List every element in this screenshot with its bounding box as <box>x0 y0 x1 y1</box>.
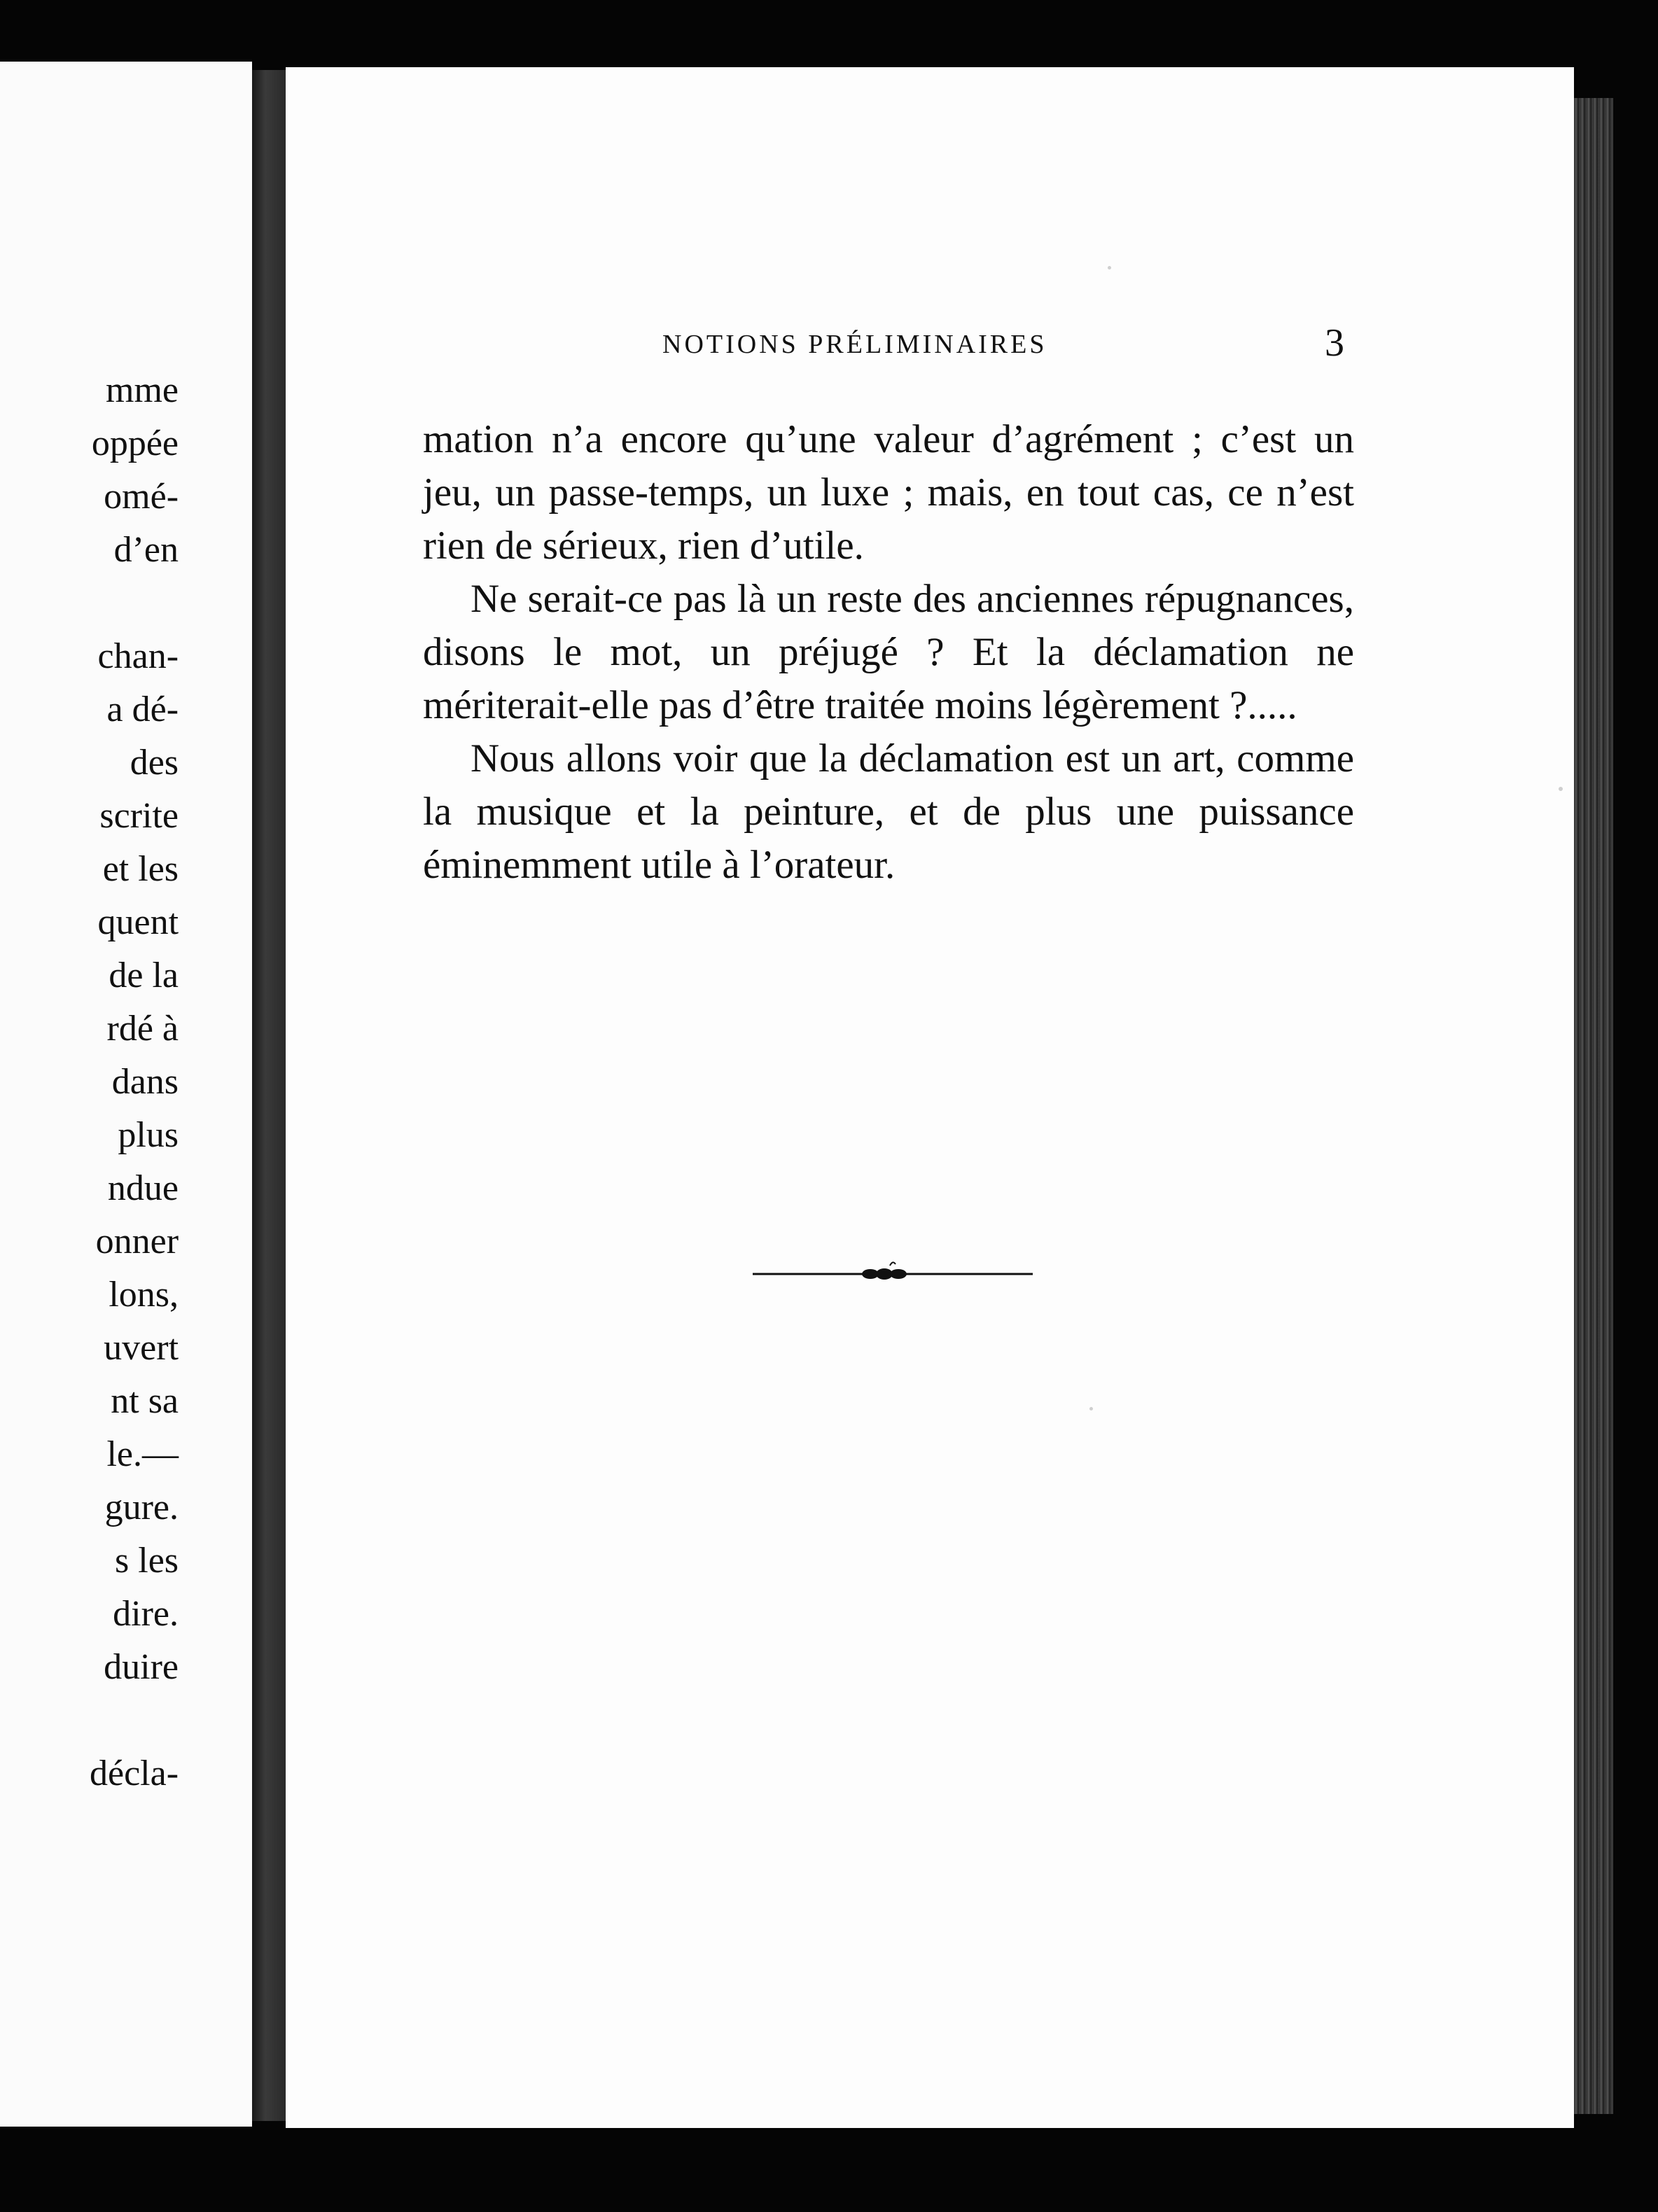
paragraph-3: Nous allons voir que la déclamation est un art, comme la musique et la peinture, et de plus une puissance éminemment utile à l’orateur. <box>423 736 1354 887</box>
book-gutter-shadow <box>252 70 286 2121</box>
previous-page-line: rdé à <box>106 1009 179 1049</box>
body-text <box>423 413 1354 892</box>
previous-page-line: oppée <box>91 424 179 463</box>
previous-page-line: s les <box>115 1541 179 1581</box>
previous-page-line <box>90 577 179 630</box>
page-number: 3 <box>1325 321 1344 365</box>
previous-page-line: onner <box>95 1222 179 1261</box>
previous-page-line: uvert <box>104 1328 179 1368</box>
previous-page-line: des <box>130 743 179 783</box>
previous-page-line: dans <box>111 1062 179 1102</box>
previous-page <box>0 62 252 2127</box>
previous-page-line: de la <box>109 955 179 995</box>
section-end-ornament <box>753 1259 1033 1287</box>
paragraph-2: Ne serait-ce pas là un reste des anciennes répugnances, disons le mot, un préjugé ? Et la déclamation ne mériterait-elle pas d’être traitée moins légèrement ?..... <box>423 577 1354 727</box>
previous-page-line: dire. <box>113 1594 179 1634</box>
current-page <box>286 67 1574 2128</box>
paper-speck <box>1089 1407 1093 1410</box>
page-edges <box>1574 98 1613 2114</box>
previous-page-line: décla- <box>90 1754 179 1793</box>
previous-page-line: duire <box>104 1647 179 1687</box>
previous-page-line: et les <box>102 849 179 889</box>
previous-page-line: d’en <box>113 530 179 570</box>
previous-page-line: ndue <box>107 1168 179 1208</box>
previous-page-line: a dé- <box>106 690 179 729</box>
previous-page-text <box>90 364 179 1800</box>
previous-page-line: le.— <box>106 1434 179 1474</box>
paragraph-1: mation n’a encore qu’une valeur d’agrément ; c’est un jeu, un passe-temps, un luxe ; mais, en tout cas, ce n’est rien de sérieux, rien d’utile. <box>423 417 1354 568</box>
paper-speck <box>1108 266 1111 270</box>
previous-page-line: quent <box>97 902 179 942</box>
previous-page-line: plus <box>118 1115 179 1155</box>
previous-page-line: omé- <box>104 477 179 517</box>
previous-page-line: chan- <box>97 636 179 676</box>
previous-page-line: nt sa <box>111 1381 179 1421</box>
previous-page-line: lons, <box>109 1275 179 1315</box>
previous-page-line: scrite <box>99 796 179 836</box>
previous-page-line <box>90 1694 179 1747</box>
running-head: NOTIONS PRÉLIMINAIRES <box>662 330 1047 359</box>
paper-speck <box>1559 787 1563 791</box>
previous-page-line: gure. <box>104 1488 179 1527</box>
previous-page-line: mme <box>106 370 179 410</box>
